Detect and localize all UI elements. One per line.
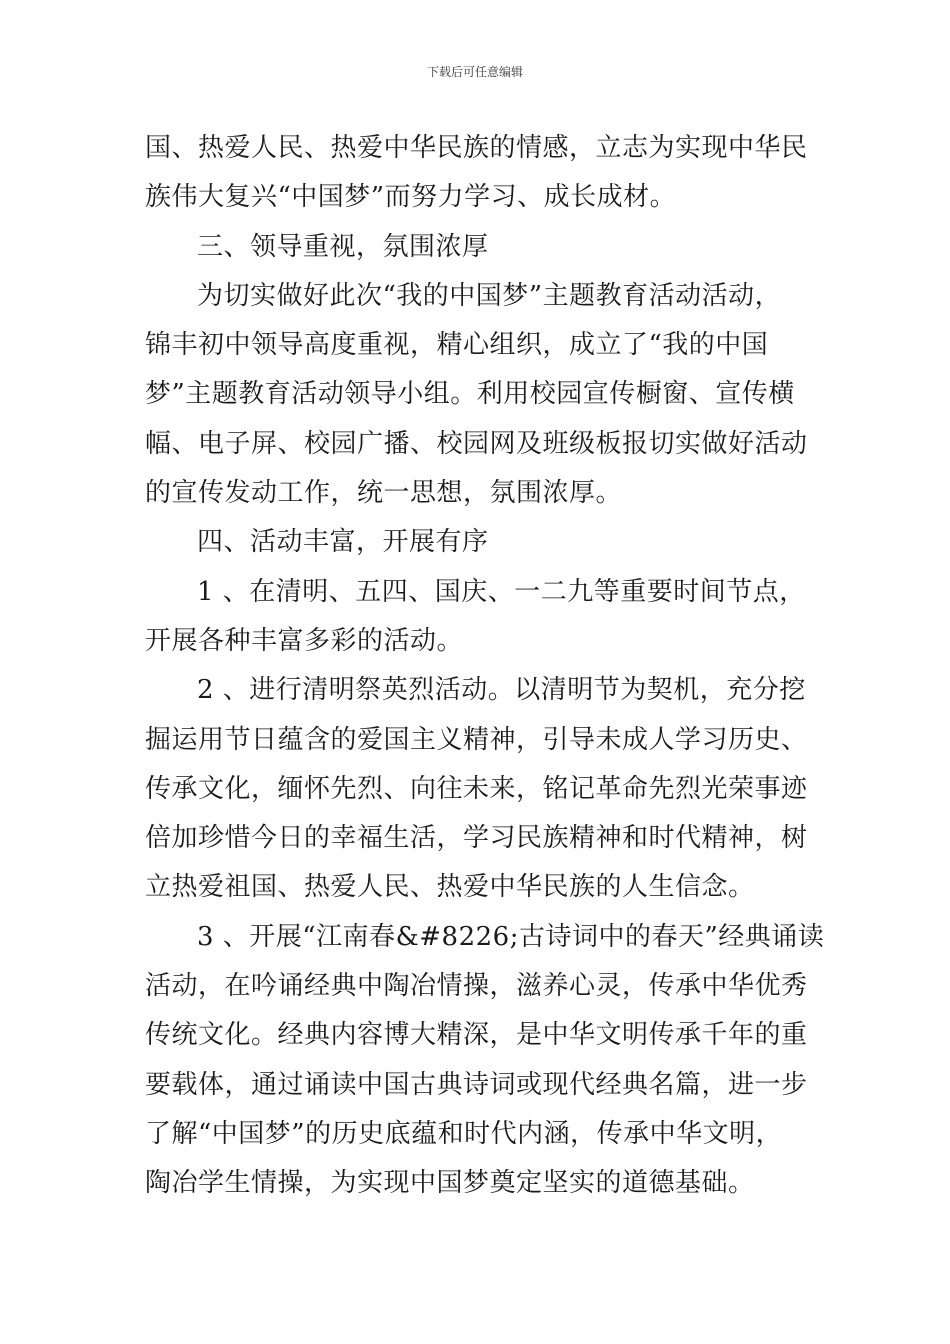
text-line: 锦丰初中领导高度重视，精心组织，成立了“我的中国: [145, 330, 769, 361]
list-item: 3 、开展“江南春&#8226;古诗词中的春天”经典诵读: [197, 921, 825, 952]
text-line: 国、热爱人民、热爱中华民族的情感，立志为实现中华民: [145, 133, 808, 163]
text-line: 开展各种丰富多彩的活动。: [145, 625, 464, 656]
text-line: 活动，在吟诵经典中陶冶情操，滋养心灵，传承中华优秀: [145, 971, 808, 1002]
text-line: 传统文化。经典内容博大精深，是中华文明传承千年的重: [145, 1020, 808, 1051]
text-line: 梦”主题教育活动领导小组。利用校园宣传橱窗、宣传横: [145, 379, 795, 410]
section-heading: 三、领导重视，氛围浓厚: [197, 231, 489, 262]
text-line: 要载体，通过诵读中国古典诗词或现代经典名篇，进一步: [145, 1069, 808, 1100]
page-header: 下载后可任意编辑: [426, 65, 523, 79]
document-body: [145, 124, 825, 1209]
text-line: 掘运用节日蕴含的爱国主义精神，引导未成人学习历史、: [145, 724, 808, 755]
list-item: 2 、进行清明祭英烈活动。以清明节为契机，充分挖: [197, 675, 806, 706]
text-line: 陶冶学生情操，为实现中国梦奠定坚实的道德基础。: [145, 1168, 755, 1199]
text-line: 幅、电子屏、校园广播、校园网及班级板报切实做好活动: [145, 428, 808, 459]
text-line: 倍加珍惜今日的幸福生活，学习民族精神和时代精神，树: [145, 823, 808, 854]
list-item: 1 、在清明、五四、国庆、一二九等重要时间节点，: [197, 576, 806, 607]
text-line: 为切实做好此次“我的中国梦”主题教育活动活动，: [197, 280, 782, 311]
section-heading: 四、活动丰富，开展有序: [197, 527, 489, 558]
text-line: 了解“中国梦”的历史底蕴和时代内涵，传承中华文明，: [145, 1118, 783, 1149]
text-line: 立热爱祖国、热爱人民、热爱中华民族的人生信念。: [145, 872, 755, 903]
text-line: 传承文化，缅怀先烈、向往未来，铭记革命先烈光荣事迹: [145, 773, 808, 804]
text-line: 的宣传发动工作，统一思想，氛围浓厚。: [145, 478, 623, 509]
text-line: 族伟大复兴“中国梦”而努力学习、成长成材。: [145, 182, 677, 213]
